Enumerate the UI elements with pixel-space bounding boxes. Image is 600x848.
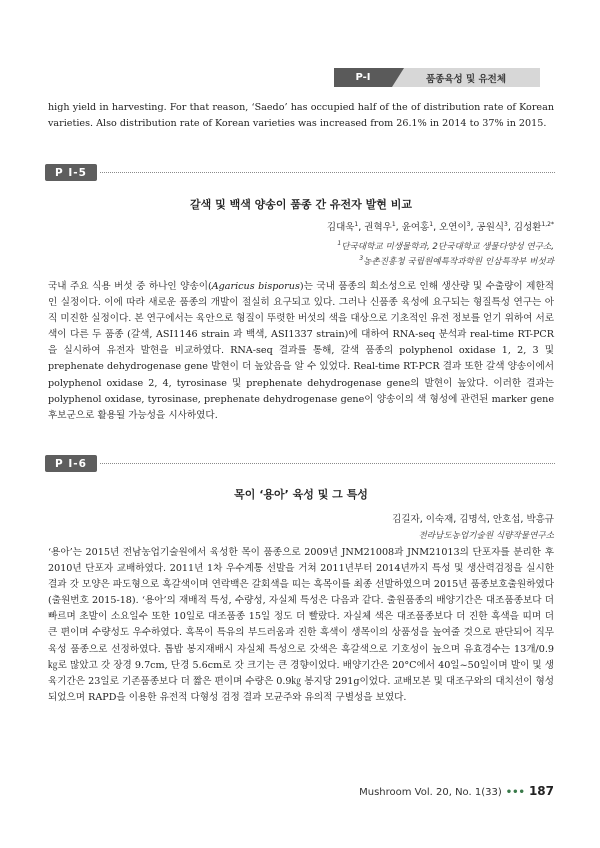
author-name: 오연이 bbox=[439, 222, 467, 233]
affiliation-line: $^3$농촌진흥청 국립원예특작과학원 인삼특작부 버섯과 bbox=[359, 254, 554, 267]
page-footer bbox=[359, 784, 554, 798]
author-list: 김길자, 이숙재, 김명석, 안호섭, 박흥규 bbox=[392, 514, 554, 525]
divider bbox=[100, 463, 555, 464]
author-sup: 3 bbox=[466, 220, 471, 228]
abstract-body: 국내 주요 식용 버섯 중 하나인 양송이(Agaricus bisporus)는 국내 품종의 희소성으로 인해 생산량 및 수출량이 제한적인 실정이다. 이에 따라 새로운 품종의 개발이 절실히 요구되고 있다. 그러나 신품종 육성에 요구되는 형질특성 연구는 아직 미진한 실정이다. 본 연구에서는 육안으로 형질이 뚜렷한 버섯의 색을 대상으로 기초적인 유전 정보를 얻기 위하여 서로 색이 다른 두 품종 (갈색, ASI1146 strain 과 백색, ASI1337 strain)에 대하여 RNA-seq 분석과 real-time RT-PCR 을 실시하여 유전자 발현을 비교하였다. RNA-seq 결과를 통해, 갈색 품종의 polyphenol oxidase 1, 2, 3 및 prephenate dehydrogenase gene 발현이 더 높았음을 알 수 있었다. Real-time RT-PCR 결과 또한 갈색 양송이에서 polyphenol oxidase 2, 4, tyrosinase 및 prephenate dehydrogenase gene의 발현이 높았다. 이러한 결과는polyphenol oxidase, tyrosinase, prephenate dehydrogenase gene이 양송이의 색 형성에 관련된 marker gene 후보군으로 활용될 가능성을 시사하였다. bbox=[48, 281, 554, 421]
affiliation-line: 전라남도농업기술원 식량작물연구소 bbox=[418, 531, 554, 541]
divider bbox=[100, 172, 555, 173]
page-number: 187 bbox=[528, 784, 554, 798]
journal-name: Mushroom Vol. 20, No. 1(33) bbox=[359, 787, 502, 798]
abstract-tag: P I-6 bbox=[45, 455, 97, 472]
author-sup: 1,2* bbox=[541, 220, 554, 228]
author-sup: 1 bbox=[429, 220, 434, 228]
section-code: P-I bbox=[334, 68, 392, 87]
author-name: 윤여홍 bbox=[401, 222, 430, 233]
author-sup: 1 bbox=[354, 220, 359, 228]
section-header bbox=[334, 68, 540, 87]
author-name: 권혁우 bbox=[364, 222, 392, 233]
dots-ornament: ••• bbox=[505, 787, 525, 798]
abstract-tag: P I-5 bbox=[45, 164, 97, 181]
author-name: 김성환 bbox=[513, 222, 542, 233]
species-name: Agaricus bisporus bbox=[211, 281, 300, 292]
affiliations bbox=[337, 238, 554, 268]
abstract-title: 목이 ‘용아’ 육성 및 그 특성 bbox=[234, 488, 368, 501]
abstract-title: 갈색 및 백색 양송이 품종 간 유전자 발현 비교 bbox=[190, 198, 412, 211]
author-name: 공원식 bbox=[476, 222, 505, 233]
author-sup: 1 bbox=[391, 220, 396, 228]
abstract-body: ‘용아’는 2015년 전남농업기술원에서 육성한 목이 품종으로 2009년 JNM21008과 JNM21013의 단포자를 분리한 후 2010년 단포자 교배하였다. 2011년 1차 우수계통 선발을 거쳐 2011년부터 2014년까지 특성 및 생산력검정을 실시한 결과 갓 모양은 파도형으로 흑갈색이며 연락백은 갈회색을 띠는 흑목이를 최종 선발하였으며 2015년 품종보호출원하였다(출원번호 2015-18). ‘용아’의 재배적 특성, 수량성, 자실체 특성은 다음과 같다. 출원품종의 배양기간은 대조품종보다 더 빠르며 초발이 소요일수 또한 10일로 대조품종 15일 정도 더 빨랐다. 자실체 색은 대조품종보다 더 진한 흑색을 띠며 더 큰 편이며 수량성도 우수하였다. 흑목이 특유의 부드러움과 진한 흑색이 생목이의 상품성을 높여줄 것으로 판단되어 직무육성 품종으로 선정하였다. 톱밥 봉지재배시 자실체 특성으로 갓색은 흑갈색으로 기호성이 높으며 유효경수는 13개/0.9㎏로 많았고 갓 장경 9.7cm, 단경 5.6cm로 갓 크기는 큰 경향이었다. 배양기간은 20°C에서 40일~50일이며 발이 및 생육기간은 23일로 기존품종보다 더 짧은 편이며 수량은 0.9㎏ 봉지당 291g이었다. 교배모본 및 대조구와의 대치선이 형성되었으며 RAPD을 이용한 유전적 다형성 검정 결과 모균주와 유의적 구별성을 보였다. bbox=[48, 547, 554, 703]
author-sup: 3 bbox=[504, 220, 508, 228]
section-title: 품종육성 및 유전체 bbox=[392, 68, 540, 87]
author-name: 김대욱 bbox=[326, 222, 355, 233]
affiliation-line: $^1$단국대학교 미생물학과, 2단국대학교 생물다양성 연구소, bbox=[337, 240, 554, 252]
author-list: 김대욱$^1$, 권혁우$^1$, 윤여홍$^1$, 오연이$^3$, 공원식$^3$, 김성환$^{1,2*}$ bbox=[326, 220, 554, 233]
intro-paragraph: high yield in harvesting. For that reason, ‘Saedo’ has occupied half of the of distribution rate of Korean varieties. Also distribution rate of Korean varieties was increased from 26.1% in 2014 to 37% in 2015. bbox=[48, 102, 554, 130]
